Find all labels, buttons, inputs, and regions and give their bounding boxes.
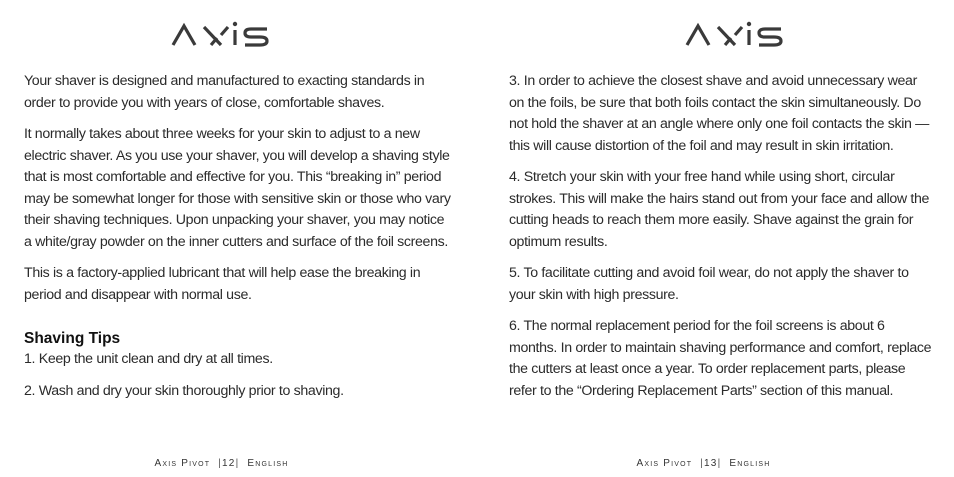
axis-logo <box>685 20 785 48</box>
footer-language: English <box>247 458 289 469</box>
right-page <box>477 0 954 477</box>
right-content <box>509 71 934 412</box>
intro-paragraph: Your shaver is designed and manufactured to exacting standards in order to provide you with years of close, comfortable shaves. <box>24 73 425 111</box>
footer-page-number: 13 <box>704 458 718 469</box>
tip-1: 1. Keep the unit clean and dry at all times. <box>24 351 273 367</box>
tip-6: 6. The normal replacement period for the foil screens is about 6 months. In order to maintain shaving performance and comfort, replace the cutters at least once a year. To order replacement parts, please refer to the “Ordering Replacement Parts” section of this manual. <box>509 318 932 399</box>
tip-5: 5. To facilitate cutting and avoid foil wear, do not apply the shaver to your skin with high pressure. <box>509 265 909 303</box>
tip-3: 3. In order to achieve the closest shave and avoid unnecessary wear on the foils, be sure that both foils contact the skin simultaneously. Do not hold the shaver at an angle where only one foil contacts the skin — this will cause distortion of the foil and may result in skin irritation. <box>509 73 929 154</box>
page-footer: Axis Pivot |13| English <box>636 458 771 469</box>
footer-product: Axis Pivot <box>154 458 211 469</box>
logo-text: AXIS <box>171 20 174 21</box>
lubricant-paragraph: This is a factory-applied lubricant that will help ease the breaking in period and disappear with normal use. <box>24 265 421 303</box>
breaking-in-paragraph: It normally takes about three weeks for your skin to adjust to a new electric shaver. As you use your shaver, you will develop a shaving style that is most comfortable and effective for you. This “breaking in” period may be somewhat longer for those with sensitive skin or those who vary their shaving techniques. Upon unpacking your shaver, you may notice a white/gray powder on the inner cutters and surface of the foil screens. <box>24 126 451 250</box>
footer-product: Axis Pivot <box>636 458 693 469</box>
shaving-tips-heading: Shaving Tips <box>24 330 121 347</box>
left-content <box>24 71 452 412</box>
footer-language: English <box>729 458 771 469</box>
page-footer: Axis Pivot |12| English <box>154 458 289 469</box>
tip-4: 4. Stretch your skin with your free hand while using short, circular strokes. This will make the hairs stand out from your face and allow the cutting heads to reach them more easily. Shave against the grain for optimum results. <box>509 169 930 250</box>
tip-2: 2. Wash and dry your skin thoroughly prior to shaving. <box>24 382 344 399</box>
footer-page-number: 12 <box>222 458 236 469</box>
axis-logo <box>171 20 271 48</box>
